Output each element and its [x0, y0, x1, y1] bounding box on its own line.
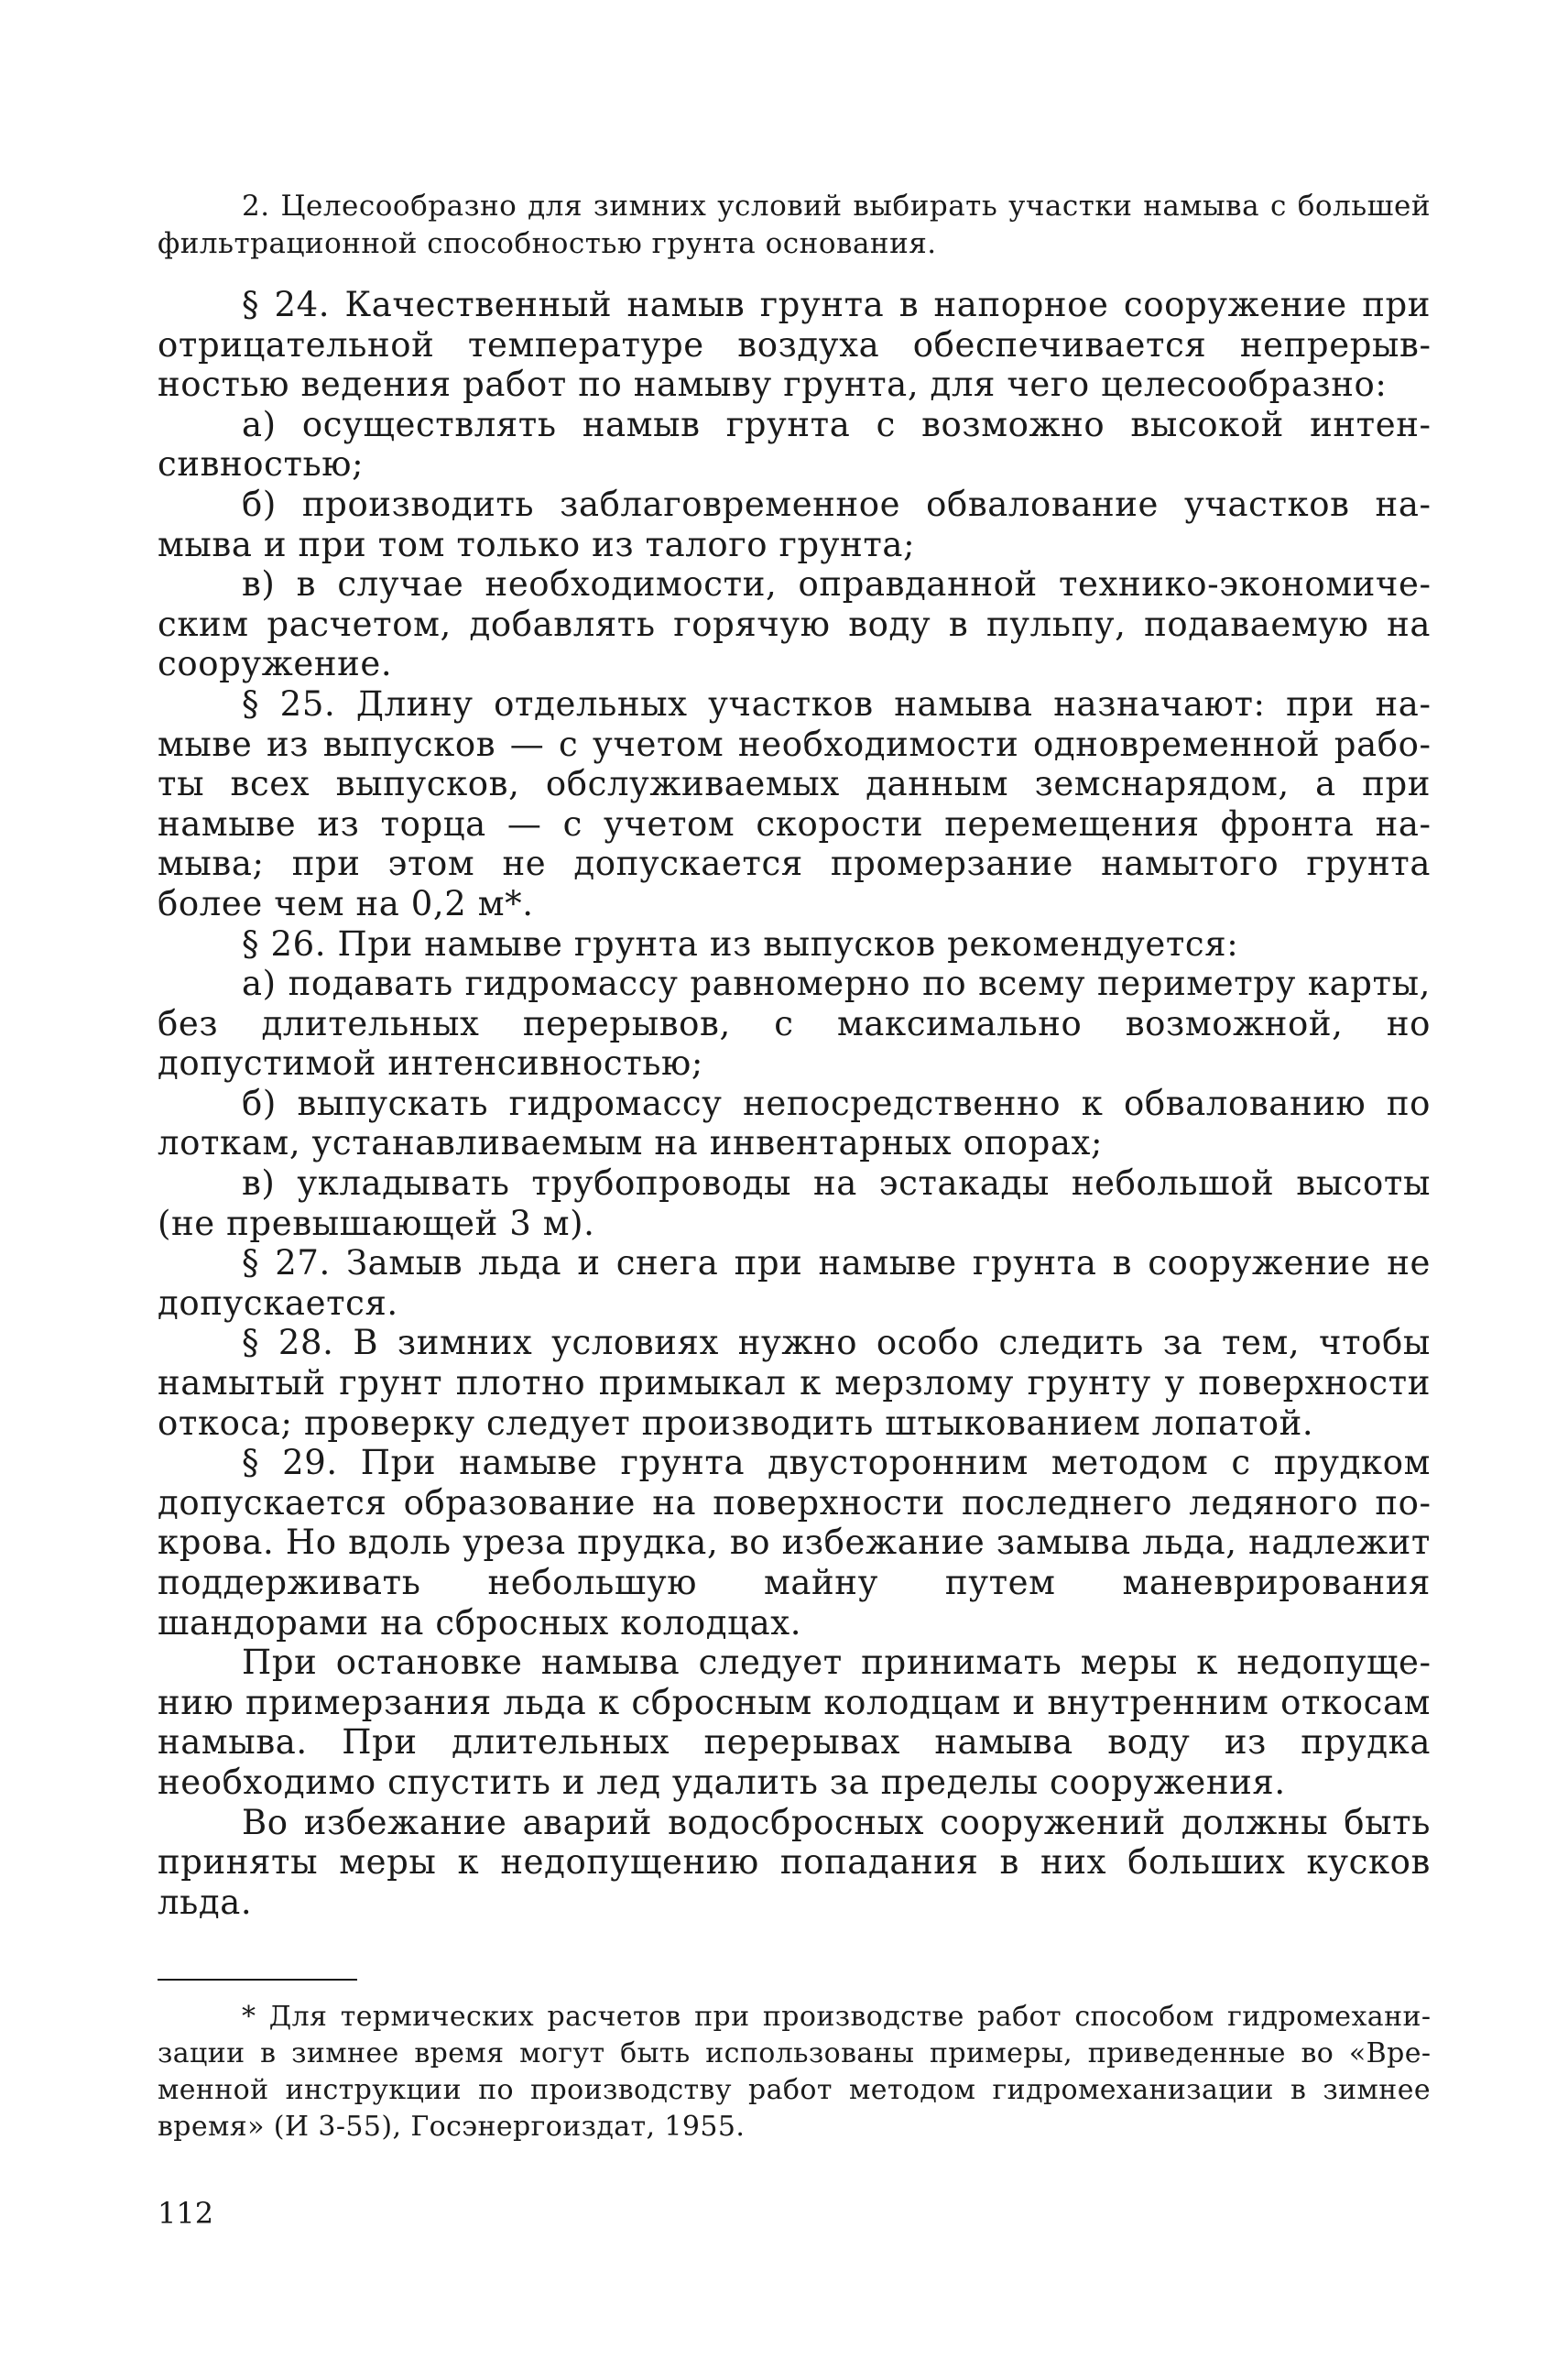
- paragraph-24: § 24. Качественный намыв грунта в напорное сооружение при отрицательной температуре воздуха обеспечивается непрерывностью ведения работ по намыву грунта, для чего целесообразно:: [158, 285, 1431, 405]
- document-page: [158, 188, 1431, 2322]
- page-number: 112: [158, 2196, 214, 2232]
- footnote-divider: [158, 1979, 357, 1981]
- paragraph-26c: в) укладывать трубопроводы на эстакады небольшой высоты (не превышающей 3 м).: [158, 1163, 1431, 1243]
- paragraph-26: § 26. При намыве грунта из выпусков рекомендуется:: [242, 923, 1239, 964]
- paragraph-27: § 27. Замыв льда и снега при намыве грунта в сооружение не допускается.: [158, 1243, 1431, 1323]
- paragraph-29-continued-1: При остановке намыва следует принимать меры к недопущению примерзания льда к сбросным колодцам и внутренним откосам намыва. При длительных перерывах намыва воду из прудка необходимо спустить и лед удалить за пределы сооружения.: [158, 1643, 1431, 1802]
- paragraph-28: § 28. В зимних условиях нужно особо следить за тем, чтобы намытый грунт плотно примыкал к мерзлому грунту у поверхности откоса; проверку следует производить штыкованием лопатой.: [158, 1323, 1431, 1443]
- footnote: * Для термических расчетов при производстве работ способом гидромеханизации в зимнее время могут быть использованы примеры, приведенные во «Временной инструкции по производству работ методом гидромеханизации в зимнее время» (И 3-55), Госэнергоиздат, 1955.: [158, 2001, 1431, 2144]
- paragraph-25: § 25. Длину отдельных участков намыва назначают: при намыве из выпусков — с учетом необходимости одновременной работы всех выпусков, обслуживаемых данным земснарядом, а при намыве из торца — с учетом скорости перемещения фронта намыва; при этом не допускается промерзание намытого грунта более чем на 0,2 м*.: [158, 683, 1431, 923]
- main-text: [158, 285, 1431, 1922]
- paragraph-24c: в) в случае необходимости, оправданной технико-экономическим расчетом, добавлять горячую воду в пульпу, подаваемую на сооружение.: [158, 564, 1431, 684]
- paragraph-24a: а) осуществлять намыв грунта с возможно высокой интенсивностью;: [158, 404, 1431, 485]
- paragraph-24b: б) производить заблаговременное обвалование участков намыва и при том только из талого грунта;: [158, 484, 1431, 564]
- paragraph-29-continued-2: Во избежание аварий водосбросных сооружений должны быть приняты меры к недопущению попадания в них больших кусков льда.: [158, 1802, 1431, 1922]
- paragraph-26b: б) выпускать гидромассу непосредственно к обвалованию по лоткам, устанавливаемым на инвентарных опорах;: [158, 1083, 1431, 1163]
- paragraph-26a: а) подавать гидромассу равномерно по всему периметру карты, без длительных перерывов, с максимально возможной, но допустимой интенсивностью;: [158, 964, 1431, 1084]
- paragraph-29: § 29. При намыве грунта двусторонним методом с прудком допускается образование на поверхности последнего ледяного покрова. Но вдоль уреза прудка, во избежание замыва льда, надлежит поддерживать небольшую майну путем маневрирования шандорами на сбросных колодцах.: [158, 1443, 1431, 1643]
- intro-note: 2. Целесообразно для зимних условий выбирать участки намыва с большей фильтрационной способностью грунта основания.: [158, 190, 1431, 260]
